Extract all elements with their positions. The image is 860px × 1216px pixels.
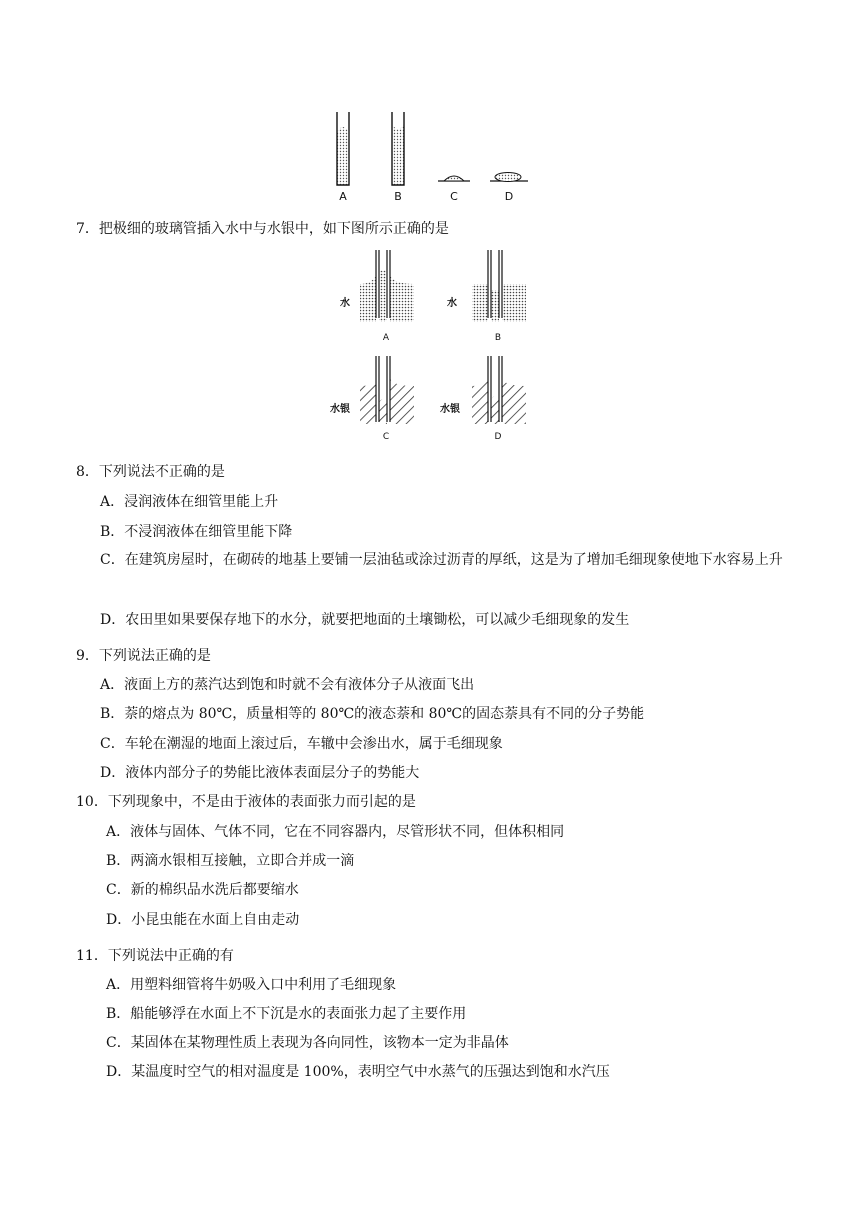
- fig7-label-c: C: [382, 432, 390, 442]
- q9-option-b: B．萘的熔点为 80℃，质量相等的 80℃的液态萘和 80℃的固态萘具有不同的分子势能: [100, 706, 645, 722]
- fig6-label-b: B: [394, 190, 402, 203]
- fig6-label-d: D: [504, 190, 514, 203]
- drop-c: [438, 176, 470, 181]
- q7-stem: 7．把极细的玻璃管插入水中与水银中，如下图所示正确的是: [76, 221, 449, 237]
- q9-stem: 9．下列说法正确的是: [76, 648, 211, 664]
- q8-stem: 8．下列说法不正确的是: [76, 464, 225, 480]
- panel-a-water-label: 水: [340, 298, 350, 309]
- panel-a-water: [340, 250, 414, 343]
- q10-option-d: D．小昆虫能在水面上自由走动: [106, 912, 300, 928]
- q10-option-a: A．液体与固体、气体不同，它在不同容器内，尽管形状不同，但体积相同: [106, 824, 565, 840]
- q8-option-a: A．浸润液体在细管里能上升: [100, 494, 279, 510]
- panel-c-mercury-label: 水银: [330, 404, 350, 415]
- panel-b-water: [447, 250, 526, 343]
- figure-6-tubes-drops: [330, 108, 540, 204]
- q11-option-a: A．用塑料细管将牛奶吸入口中利用了毛细现象: [106, 977, 397, 993]
- fig7-label-d: D: [494, 432, 502, 442]
- drop-d: [490, 173, 528, 182]
- q10-stem: 10．下列现象中，不是由于液体的表面张力而引起的是: [76, 794, 416, 810]
- q11-option-c: C．某固体在某物理性质上表现为各向同性，该物本一定为非晶体: [106, 1035, 509, 1051]
- panel-d-mercury-label: 水银: [440, 404, 460, 415]
- panel-c-mercury: [330, 356, 414, 442]
- fig6-label-c: C: [450, 190, 458, 203]
- q9-option-d: D．液体内部分子的势能比液体表面层分子的势能大: [100, 765, 420, 781]
- q8-option-c: C．在建筑房屋时，在砌砖的地基上要铺一层油毡或涂过沥青的厚纸，这是为了增加毛细现象使地下水容易上升: [100, 552, 783, 568]
- fig7-label-a: A: [382, 333, 390, 343]
- fig6-label-a: A: [339, 190, 347, 203]
- q9-option-a: A．液面上方的蒸汽达到饱和时就不会有液体分子从液面飞出: [100, 677, 475, 693]
- tube-a: [337, 112, 349, 185]
- panel-b-water-label: 水: [447, 298, 457, 309]
- q10-option-b: B．两滴水银相互接触，立即合并成一滴: [106, 853, 355, 869]
- tube-b: [392, 112, 404, 185]
- figure-7-capillary: [326, 246, 538, 442]
- fig7-label-b: B: [494, 333, 502, 343]
- q11-option-b: B．船能够浮在水面上不下沉是水的表面张力起了主要作用: [106, 1006, 467, 1022]
- q11-option-d: D．某温度时空气的相对温度是 100%，表明空气中水蒸气的压强达到饱和水汽压: [106, 1064, 610, 1080]
- q8-option-d: D．农田里如果要保存地下的水分，就要把地面的土壤锄松，可以减少毛细现象的发生: [100, 612, 630, 628]
- q8-option-b: B．不浸润液体在细管里能下降: [100, 524, 293, 540]
- q11-stem: 11．下列说法中正确的有: [76, 948, 234, 964]
- q10-option-c: C．新的棉织品水洗后都要缩水: [106, 882, 299, 898]
- panel-d-mercury: [440, 356, 526, 442]
- q9-option-c: C．车轮在潮湿的地面上滚过后，车辙中会渗出水，属于毛细现象: [100, 736, 503, 752]
